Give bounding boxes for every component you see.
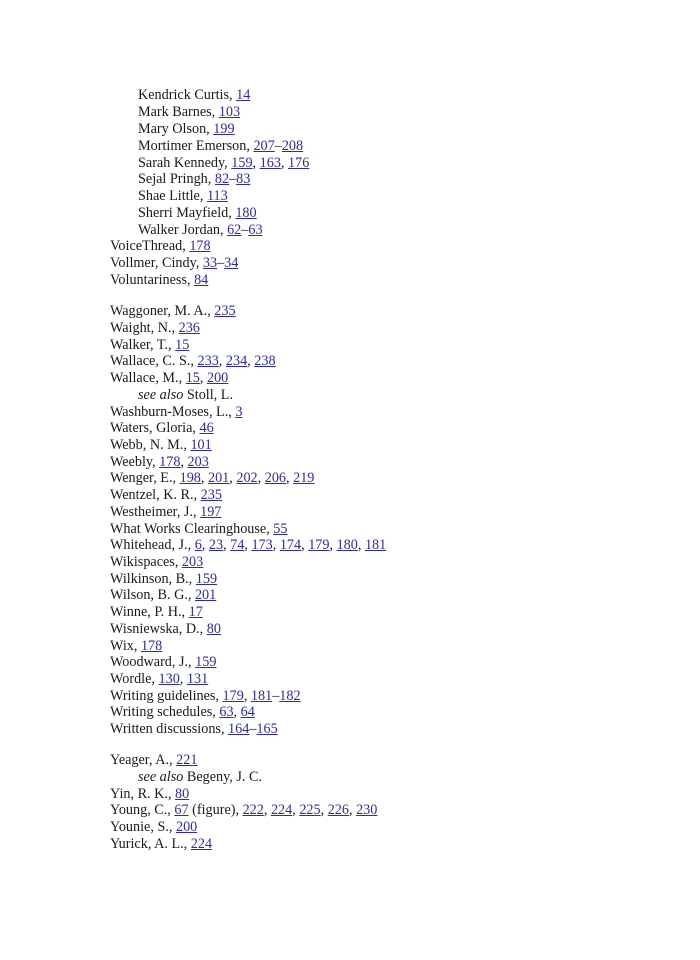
entry-text: ,	[180, 454, 188, 470]
page-reference-link[interactable]: 3	[235, 404, 243, 420]
entry-text: –	[249, 721, 257, 737]
entry-text: ,	[244, 537, 252, 553]
index-entry	[110, 303, 236, 320]
see-also-label: see also	[138, 387, 184, 403]
page-reference-link[interactable]: 34	[224, 255, 239, 271]
index-subentry	[138, 155, 309, 172]
index-subentry	[138, 222, 263, 239]
entry-text: ,	[286, 470, 294, 486]
entry-text: Woodward, J.,	[110, 654, 196, 670]
index-subentry	[138, 171, 250, 188]
entry-text: Vollmer, Cindy,	[110, 255, 203, 271]
index-entry	[110, 454, 209, 471]
page-reference-link[interactable]: 174	[279, 537, 302, 553]
page-reference-link[interactable]: 207	[253, 138, 275, 154]
entry-text: Voluntariness,	[110, 272, 195, 288]
entry-text: Mortimer Emerson,	[138, 138, 254, 154]
entry-text: Mary Olson,	[138, 121, 214, 137]
page-reference-link[interactable]: 219	[293, 470, 315, 486]
page-reference-link[interactable]: 74	[230, 537, 245, 553]
page-reference-link[interactable]: 201	[207, 470, 230, 486]
entry-text: –	[274, 138, 282, 154]
page-reference-link[interactable]: 201	[194, 587, 217, 603]
entry-text: Wikispaces,	[110, 554, 182, 570]
entry-text: Wilson, B. G.,	[110, 587, 195, 603]
see-also-label: see also	[138, 769, 184, 785]
entry-text: ,	[252, 155, 260, 171]
page-reference-link[interactable]: 203	[181, 554, 204, 570]
index-entry	[110, 571, 217, 588]
entry-text: Washburn-Moses, L.,	[110, 404, 236, 420]
entry-text: Westheimer, J.,	[110, 504, 201, 520]
page-reference-link[interactable]: 181	[250, 688, 273, 704]
page-reference-link[interactable]: 202	[236, 470, 258, 486]
page-reference-link[interactable]: 221	[176, 752, 198, 768]
page-reference-link[interactable]: 225	[299, 802, 321, 818]
page-reference-link[interactable]: 203	[187, 454, 209, 470]
index-entry	[110, 420, 214, 437]
entry-text: VoiceThread,	[110, 238, 190, 254]
page-reference-link[interactable]: 182	[279, 688, 301, 704]
index-entry	[110, 786, 189, 803]
page-reference-link[interactable]: 200	[175, 819, 198, 835]
page-reference-link[interactable]: 130	[158, 671, 180, 687]
entry-text: –	[272, 688, 280, 704]
index-entry	[110, 337, 189, 354]
page-reference-link[interactable]: 178	[189, 238, 211, 254]
entry-text: ,	[199, 370, 207, 386]
index-subentry	[138, 138, 303, 155]
entry-text: Sejal Pringh,	[138, 171, 215, 187]
entry-text: Walker Jordan,	[138, 222, 228, 238]
index-entry	[110, 752, 197, 769]
page-reference-link[interactable]: 226	[327, 802, 349, 818]
page-reference-link[interactable]: 84	[194, 272, 209, 288]
page-reference-link[interactable]: 197	[200, 504, 222, 520]
index-entry	[110, 504, 221, 521]
index-entry	[110, 688, 301, 705]
page-reference-link[interactable]: 178	[159, 454, 181, 470]
page-reference-link[interactable]: 181	[364, 537, 387, 553]
index-subentry	[138, 188, 228, 205]
index-entry	[110, 272, 208, 289]
entry-text: Younie, S.,	[110, 819, 176, 835]
entry-text: ,	[247, 353, 255, 369]
entry-text: ,	[357, 537, 365, 553]
entry-text: Yeager, A.,	[110, 752, 177, 768]
entry-text: ,	[179, 671, 187, 687]
page-reference-link[interactable]: 178	[140, 638, 163, 654]
entry-text: Writing guidelines,	[110, 688, 223, 704]
entry-text: Kendrick Curtis,	[138, 87, 237, 103]
entry-text: ,	[229, 470, 237, 486]
page-reference-link[interactable]: 199	[213, 121, 235, 137]
page-reference-link[interactable]: 6	[194, 537, 202, 553]
index-entry	[110, 370, 228, 387]
entry-text: ,	[329, 537, 337, 553]
page-reference-link[interactable]: 101	[190, 437, 212, 453]
index-entry	[110, 470, 314, 487]
entry-text: Winne, P. H.,	[110, 604, 189, 620]
entry-text: ,	[201, 537, 209, 553]
index-entry	[110, 819, 197, 836]
index-entry	[110, 721, 278, 738]
entry-text: ,	[218, 353, 226, 369]
page-reference-link[interactable]: 33	[202, 255, 218, 271]
page-reference-link[interactable]: 233	[197, 353, 219, 369]
index-entry	[110, 487, 222, 504]
page-reference-link[interactable]: 14	[236, 87, 251, 103]
page-reference-link[interactable]: 224	[270, 802, 293, 818]
index-subentry	[138, 87, 250, 104]
entry-text: Written discussions,	[110, 721, 229, 737]
entry-text: ,	[301, 537, 309, 553]
page-reference-link[interactable]: 64	[240, 704, 255, 720]
page-reference-link[interactable]: 62	[227, 222, 242, 238]
entry-text: Whitehead, J.,	[110, 537, 195, 553]
page-reference-link[interactable]: 236	[178, 320, 200, 336]
page-reference-link[interactable]: 46	[199, 420, 214, 436]
index-entry	[110, 621, 221, 638]
page-reference-link[interactable]: 163	[259, 155, 281, 171]
page-reference-link[interactable]: 180	[336, 537, 358, 553]
entry-text: ,	[223, 537, 231, 553]
index-entry	[110, 587, 216, 604]
entry-text: Wallace, C. S.,	[110, 353, 198, 369]
entry-text: Wordle,	[110, 671, 159, 687]
entry-text: Wix,	[110, 638, 141, 654]
page-reference-link[interactable]: 176	[288, 155, 310, 171]
page-reference-link[interactable]: 179	[222, 688, 244, 704]
index-entry	[110, 802, 377, 819]
page-reference-link[interactable]: 208	[281, 138, 304, 154]
index-entry	[110, 704, 255, 721]
index-entry	[110, 554, 203, 571]
page-reference-link[interactable]: 159	[231, 155, 253, 171]
entry-text: Begeny, J. C.	[183, 769, 263, 785]
page-reference-link[interactable]: 15	[185, 370, 200, 386]
entry-text: ,	[280, 155, 288, 171]
index-entry	[110, 437, 212, 454]
entry-text: Wenger, E.,	[110, 470, 180, 486]
entry-text: Waters, Gloria,	[110, 420, 200, 436]
page-reference-link[interactable]: 131	[186, 671, 209, 687]
page-reference-link[interactable]: 23	[208, 537, 224, 553]
page-reference-link[interactable]: 159	[195, 654, 217, 670]
page-reference-link[interactable]: 180	[235, 205, 257, 221]
index-entry	[110, 836, 212, 853]
page-reference-link[interactable]: 113	[206, 188, 228, 204]
page-reference-link[interactable]: 173	[251, 537, 273, 553]
entry-text: ,	[292, 802, 300, 818]
index-subentry	[138, 121, 235, 138]
entry-text: ,	[263, 802, 271, 818]
index-entry	[110, 353, 276, 370]
page-reference-link[interactable]: 63	[219, 704, 234, 720]
page-reference-link[interactable]: 224	[190, 836, 213, 852]
index-subentry	[138, 104, 240, 121]
index-entry	[110, 537, 386, 554]
entry-text: Writing schedules,	[110, 704, 220, 720]
page-reference-link[interactable]: 235	[200, 487, 222, 503]
index-entry	[110, 521, 287, 538]
index-entry	[110, 255, 238, 272]
page-reference-link[interactable]: 159	[195, 571, 218, 587]
entry-text: ,	[200, 470, 208, 486]
entry-text: Mark Barnes,	[138, 104, 219, 120]
entry-text: ,	[233, 704, 241, 720]
entry-text: –	[241, 222, 249, 238]
entry-text: Wisniewska, D.,	[110, 621, 207, 637]
entry-text: Sarah Kennedy,	[138, 155, 232, 171]
entry-text: Waight, N.,	[110, 320, 179, 336]
page-reference-link[interactable]: 230	[356, 802, 378, 818]
page-reference-link[interactable]: 55	[273, 521, 288, 537]
entry-text: Wilkinson, B.,	[110, 571, 196, 587]
entry-text: (figure),	[188, 802, 243, 818]
page-reference-link[interactable]: 198	[179, 470, 201, 486]
page-reference-link[interactable]: 200	[206, 370, 229, 386]
entry-text: Wallace, M.,	[110, 370, 186, 386]
entry-text: Webb, N. M.,	[110, 437, 191, 453]
entry-text: ,	[257, 470, 265, 486]
page-reference-link[interactable]: 80	[175, 786, 190, 802]
page-reference-link[interactable]: 67	[174, 802, 189, 818]
entry-text: ,	[272, 537, 280, 553]
index-entry	[110, 671, 208, 688]
entry-text: Walker, T.,	[110, 337, 176, 353]
entry-text: Stoll, L.	[183, 387, 233, 403]
entry-text: Yurick, A. L.,	[110, 836, 191, 852]
page-reference-link[interactable]: 83	[236, 171, 251, 187]
index-entry	[110, 404, 242, 421]
index-subentry	[138, 387, 233, 404]
page-reference-link[interactable]: 15	[175, 337, 190, 353]
page-reference-link[interactable]: 222	[242, 802, 264, 818]
index-entry	[110, 238, 211, 255]
index-entry	[110, 320, 200, 337]
entry-text: –	[217, 255, 225, 271]
entry-text: What Works Clearinghouse,	[110, 521, 274, 537]
entry-text: ,	[348, 802, 357, 818]
page-reference-link[interactable]: 164	[228, 721, 250, 737]
entry-text: Weebly,	[110, 454, 160, 470]
entry-text: Wentzel, K. R.,	[110, 487, 201, 503]
page-reference-link[interactable]: 234	[225, 353, 248, 369]
page-reference-link[interactable]: 80	[206, 621, 221, 637]
entry-text: Sherri Mayfield,	[138, 205, 236, 221]
page-reference-link[interactable]: 235	[214, 303, 236, 319]
entry-text: –	[229, 171, 237, 187]
page-reference-link[interactable]: 179	[308, 537, 330, 553]
entry-text: ,	[320, 802, 328, 818]
page-reference-link[interactable]: 103	[218, 104, 241, 120]
index-subentry	[138, 205, 257, 222]
page-reference-link[interactable]: 17	[188, 604, 203, 620]
page-reference-link[interactable]: 165	[256, 721, 278, 737]
index-subentry	[138, 769, 262, 786]
index-entry	[110, 604, 203, 621]
page-reference-link[interactable]: 206	[264, 470, 286, 486]
entry-text: Shae Little,	[138, 188, 207, 204]
entry-text: Waggoner, M. A.,	[110, 303, 215, 319]
page-reference-link[interactable]: 82	[214, 171, 230, 187]
entry-text: Yin, R. K.,	[110, 786, 176, 802]
page-reference-link[interactable]: 238	[254, 353, 276, 369]
page-reference-link[interactable]: 63	[248, 222, 263, 238]
entry-text: Young, C.,	[110, 802, 175, 818]
index-entry	[110, 654, 216, 671]
entry-text: ,	[243, 688, 251, 704]
index-entry	[110, 638, 162, 655]
